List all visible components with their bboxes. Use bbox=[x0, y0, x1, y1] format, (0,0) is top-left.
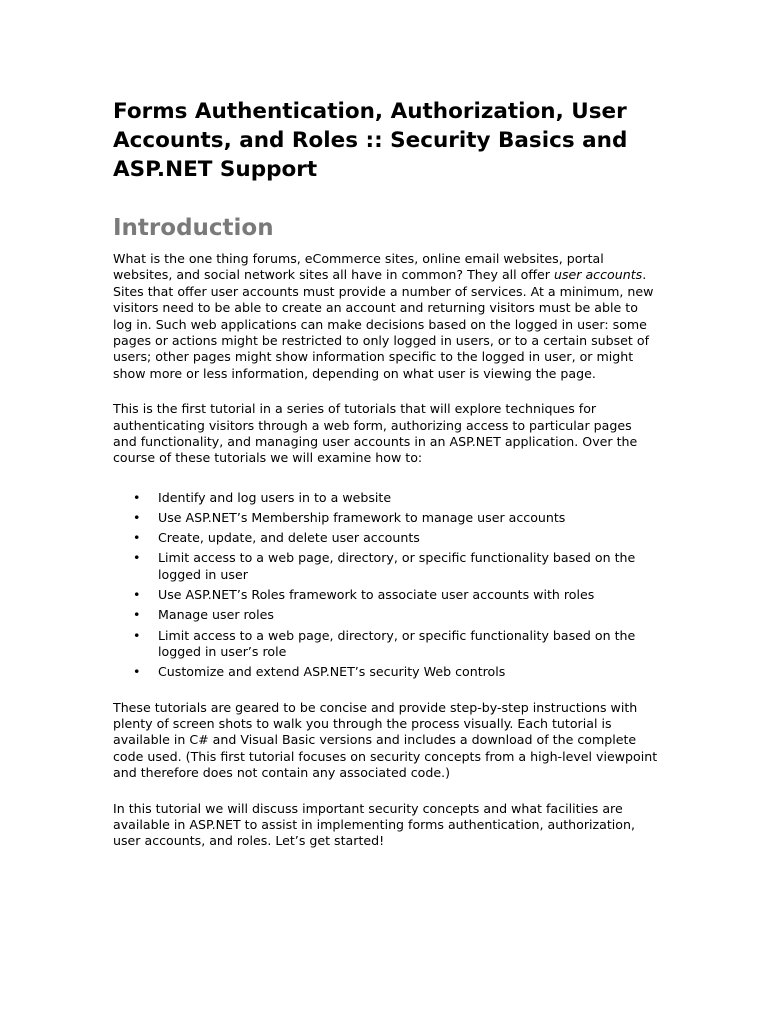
bullet-icon: • bbox=[133, 489, 141, 505]
list-item bbox=[133, 607, 658, 623]
series-paragraph: This is the first tutorial in a series of tutorials that will explore techniques for authenticating visitors through a web form, authorizing access to particular pages and functionality, and managing user accounts in an ASP.NET application. Over the course of these tutorials we will examine how to: bbox=[113, 401, 638, 466]
bullet-icon: • bbox=[133, 510, 141, 526]
bullet-icon: • bbox=[133, 530, 141, 546]
intro-emphasis: user accounts bbox=[553, 267, 643, 283]
list-item-text: Use ASP.NET’s Membership framework to manage user accounts bbox=[158, 510, 566, 526]
document-title: Forms Authentication, Authorization, User Accounts, and Roles :: Security Basics and ASP.NET Support bbox=[113, 99, 628, 182]
list-item-text: Manage user roles bbox=[158, 607, 274, 623]
bullet-icon: • bbox=[133, 550, 141, 566]
bullet-icon: • bbox=[133, 627, 141, 643]
list-item bbox=[133, 489, 658, 506]
bullet-icon: • bbox=[133, 664, 141, 680]
list-item-text: Create, update, and delete user accounts bbox=[158, 530, 420, 546]
list-item bbox=[133, 510, 658, 526]
bullet-icon: • bbox=[133, 587, 141, 603]
intro-text-before-emphasis: What is the one thing forums, eCommerce sites, online email websites, portal websites, and social network sites all have in common? They all offer bbox=[113, 251, 604, 283]
section-heading: Introduction bbox=[113, 215, 274, 241]
list-item-text: Customize and extend ASP.NET’s security Web controls bbox=[158, 664, 506, 680]
list-item-text: Use ASP.NET’s Roles framework to associate user accounts with roles bbox=[158, 587, 595, 603]
list-item bbox=[133, 587, 658, 603]
list-item bbox=[133, 550, 658, 583]
closing-paragraph: In this tutorial we will discuss important security concepts and what facilities are available in ASP.NET to assist in implementing forms authentication, authorization, user accounts, and roles. Let’s get started! bbox=[113, 800, 635, 849]
intro-text-after-emphasis: . Sites that offer user accounts must provide a number of services. At a minimum, new visitors need to be able to create an account and returning visitors must be able to log in. Such web applications can make decisions based on the logged in user: some pages or actions might be restricted to only logged in users, or to a certain subset of users; other pages might show information specific to the logged in user, or might show more or less information, depending on what user is viewing the page. bbox=[113, 267, 654, 381]
list-item-text: Limit access to a web page, directory, or specific functionality based on the logged in user bbox=[158, 550, 636, 582]
list-item-text: Identify and log users in to a website bbox=[158, 489, 392, 505]
list-item bbox=[133, 664, 658, 680]
document-body bbox=[113, 97, 658, 850]
list-item bbox=[133, 627, 658, 661]
tutorial-format-paragraph: These tutorials are geared to be concise and provide step-by-step instructions with plenty of screen shots to walk you through the process visually. Each tutorial is available in C# and Visual Basic versions and includes a download of the complete code used. (This first tutorial focuses on security concepts from a high-level viewpoint and therefore does not contain any associated code.) bbox=[113, 699, 658, 781]
list-item bbox=[133, 530, 658, 546]
intro-paragraph bbox=[113, 251, 658, 382]
list-item-text: Limit access to a web page, directory, or specific functionality based on the logged in user’s role bbox=[158, 627, 636, 659]
bullet-icon: • bbox=[133, 607, 141, 623]
topics-list bbox=[113, 490, 658, 681]
